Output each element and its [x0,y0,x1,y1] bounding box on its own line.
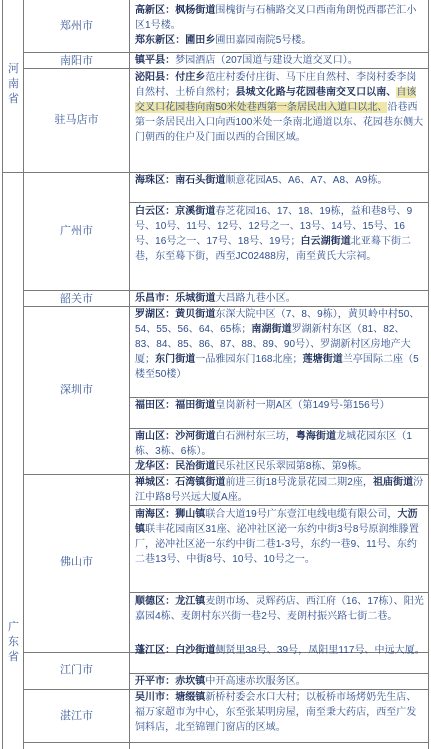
risk-area-table [2,0,429,749]
town-label: 民治街道 [175,461,216,472]
town-label: 赤坎镇 [175,676,206,687]
area-text: 大昌路九巷小区。 [215,293,296,304]
area-text: 沿巷西第一条居民出入口向西100米处一条南北通道以东、花园巷东侧大门朝西的住户及门面以西的合围区域。 [135,102,424,143]
district-label: 海珠区： [135,175,176,186]
district-label: 罗湖区： [135,309,176,320]
district-label: 龙华区： [135,461,176,472]
district-label: 南海区： [135,509,176,520]
district-label: 白云区： [135,206,176,217]
area-text: 梦园酒店（207国道与建设大道交叉口）。 [175,55,358,66]
entry-zhanjiang-wuchuan [135,690,425,735]
area-text: 前进三街18号泷景花园二期2座， [225,477,373,488]
town-label: 黄贝街道 [175,309,216,320]
city-foshan: 佛山市 [60,556,93,568]
entry-jiangmen-kaiping [135,674,425,689]
province-henan: 河 南 省 [8,63,19,105]
town-label: 付庄乡 [175,72,206,83]
table-border-right [428,0,429,749]
entry-guangzhou-haizhu [135,173,425,188]
town-label: 圃田乡 [185,35,216,46]
area-text: 皇岗新村一期A区（第149号-第156号） [215,400,390,411]
town-label: 塘缀镇 [175,692,206,703]
city-shaoguan: 韶关市 [60,293,93,305]
province-guangdong: 广 东 省 [8,621,19,663]
entry-foshan-chancheng [135,475,425,505]
area-text: 汾江中路8号兴远大厦A座。 [135,477,424,503]
area-text: 联丰花园南区31座、泌冲社区泌一东约中街3号8号原润维滕置厂，泌冲社区泌一东约中街二巷1-3号，东约一巷9、11号、东约二巷13号、中街8号、10号、10号之一。 [135,524,419,565]
area-text: 圃田嘉园南院5号楼。 [215,35,312,46]
town-label: 枫杨街道 [175,5,216,16]
town-label: 莲塘街道 [302,354,343,365]
city-zhengzhou: 郑州市 [60,20,93,32]
town-label: 东门街道 [155,354,196,365]
town-label: 狮山镇 [175,509,206,520]
entry-nanyang [135,53,425,68]
entry-guangzhou-baiyun [135,204,425,264]
area-text: 春芝花园16、17、18、19栋，益和巷8号、9号、10号、11号、12号、12号之一、13号、14号、15号、16号、16号之一、17号、18号、19号； [135,206,413,247]
row-divider [23,742,429,743]
area-text: 民乐社区民乐翠园第8栋、第9栋。 [215,461,368,472]
entry-foshan-shunde [135,594,425,624]
district-label: 镇平县： [135,55,176,66]
district-label: 顺德区： [135,596,176,607]
area-text: 白石洲村东三坊， [215,431,296,442]
city-zhanjiang: 湛江市 [60,710,93,722]
town-label: 乐城街道 [175,293,216,304]
area-text: 联合大道19号广东壹江电线电缆有限公司， [205,509,398,520]
district-label: 禅城区： [135,477,176,488]
city-nanyang: 南阳市 [60,55,93,67]
entry-shenzhen-futian [135,398,425,413]
entry-divider [129,505,429,506]
town-label: 白云湖街道 [300,236,351,247]
area-text: 侧贤里38号、39号，凤阳里117号、中远大厦。 [215,645,425,656]
entry-zhengzhou [135,3,425,48]
district-label: 福田区： [135,400,176,411]
district-label: 乐昌市： [135,293,176,304]
town-label: 石湾镇街道 [175,477,226,488]
column-divider-city [129,0,130,749]
entry-shaoguan [135,291,425,306]
town-label: 大沥镇 [135,509,418,535]
district-label: 郑东新区： [135,35,186,46]
town-label: 粤海街道 [295,431,337,442]
entry-divider [129,202,429,203]
entry-shenzhen-nanshan [135,429,425,459]
entry-jiangmen-pengjiang [135,643,425,658]
city-jiangmen: 江门市 [60,664,93,676]
area-text: 北亚蓦下街二巷，东至蓦下街，西至JC02488房，南至黄氏大宗祠。 [135,236,412,262]
table-border-left [2,0,3,749]
district-label: 高新区： [135,5,176,16]
area-text-bold: 县城文化路与花园巷南交叉口以南、 [235,87,397,98]
entry-shenzhen-luohu [135,307,425,382]
area-text: 罗湖新村东区（81、82、83、84、85、86、87、88、89、90号）、罗湖新村区房地产大厦； [135,324,411,365]
area-text: 中开高速赤坎服务区。 [205,676,306,687]
area-text: 龙城花园东区（1栋、3栋、6栋）。 [135,431,412,457]
entry-shenzhen-longhua [135,459,425,474]
entry-foshan-nanhai [135,507,425,567]
town-label: 祖庙街道 [372,477,414,488]
area-text: 东深大院中区（7、8、9栋），黄贝岭中村50、54、55、56、64、65栋； [135,309,420,335]
area-text: 围槐街与石楠路交叉口西南角朗悦西郡芒汇小区1号楼。 [135,5,417,31]
city-shenzhen: 深圳市 [60,384,93,396]
town-label: 福田街道 [175,400,216,411]
district-label: 蓬江区： [135,645,176,656]
highlighted-text: 自该交叉口花园巷向南50米处巷西第一条居民出入道口以北、 [135,87,417,113]
town-label: 京溪街道 [175,206,216,217]
town-label: 龙江镇 [175,596,206,607]
town-label: 白沙街道 [175,645,216,656]
district-label: 吴川市： [135,692,176,703]
area-text: 顺意花园A5、A6、A7、A8、A9栋。 [225,175,388,186]
area-text: 麦朗市场、灵辉药店、西江府（16、17栋）、阳光嘉园4栋、麦朗村东兴街一巷2号、麦朗村振兴路七街二巷。 [135,596,424,622]
district-label: 开平市： [135,676,176,687]
district-label: 泌阳县： [135,72,176,83]
town-label: 南湖街道 [251,324,292,335]
entry-zhumadian [135,70,425,145]
area-text: 范庄村委付庄街、马下庄自然村、李岗村委李岗自然村、土桥自然村； [135,72,417,98]
area-text: 兰亭国际二座（5楼至50楼） [135,354,419,380]
city-guangzhou: 广州市 [60,225,93,237]
district-label: 南山区： [135,431,176,442]
area-text: 一品雅园东门168北座； [195,354,303,365]
row-divider [23,68,429,69]
city-zhumadian: 驻马店市 [54,114,99,126]
entry-divider [129,592,429,593]
town-label: 南石头街道 [175,175,226,186]
area-text: 新桥村委会水口大村；以板桥市场烤奶先生店、福万家超市为中心，东至张某明房屋，南至秉大药店，西至广发饲料店，北至锦锂门窗店的区域。 [135,692,417,733]
town-label: 沙河街道 [175,431,216,442]
